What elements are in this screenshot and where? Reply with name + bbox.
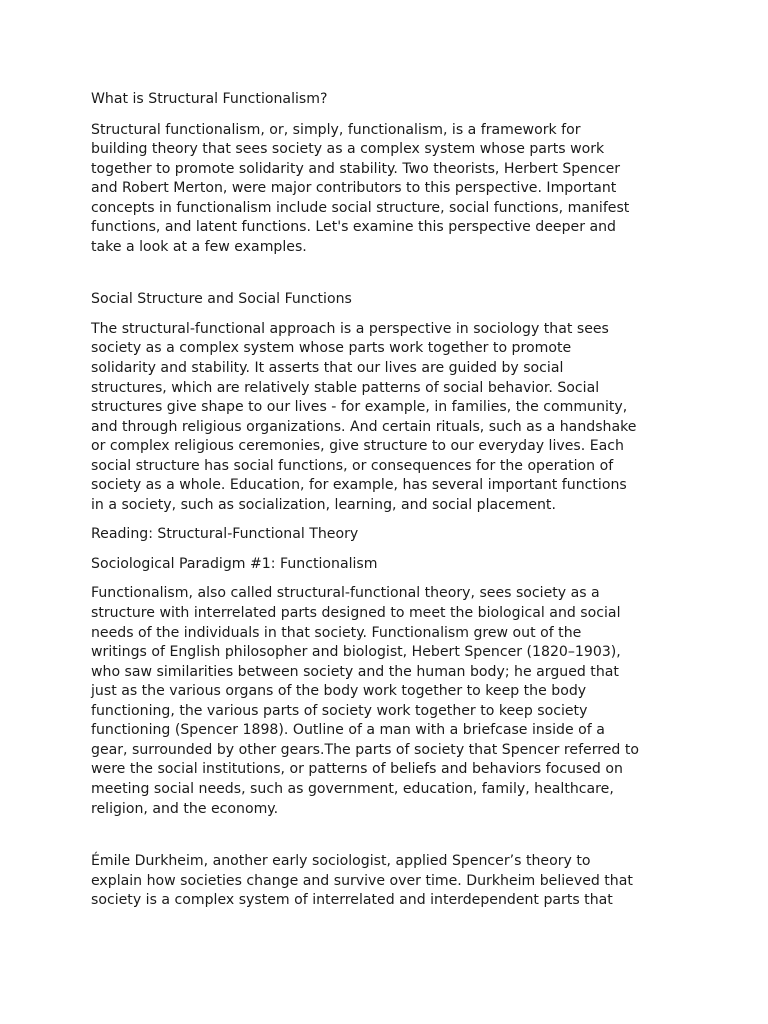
text-line: were the social institutions, or patterns of beliefs and behaviors focused on [91, 761, 623, 778]
text-line: society as a complex system whose parts work together to promote [91, 340, 572, 357]
text-line: structures give shape to our lives - for example, in families, the community, [91, 399, 628, 416]
text-line: together to promote solidarity and stability. Two theorists, Herbert Spencer [91, 160, 621, 177]
text-line: take a look at a few examples. [91, 238, 307, 255]
text-line: and through religious organizations. And certain rituals, such as a handshake [91, 418, 637, 435]
text-line: religion, and the economy. [91, 800, 279, 817]
section-heading-what-is-structural-functionalism: What is Structural Functionalism? [91, 91, 328, 107]
paragraph-durkheim [91, 852, 661, 911]
text-line: in a society, such as socialization, learning, and social placement. [91, 496, 556, 513]
text-line: or complex religious ceremonies, give structure to our everyday lives. Each [91, 438, 624, 455]
text-line: society is a complex system of interrelated and interdependent parts that [91, 892, 613, 909]
reading-heading: Reading: Structural-Functional Theory [91, 526, 359, 543]
paragraph-intro [91, 121, 661, 258]
text-line: society as a whole. Education, for example, has several important functions [91, 477, 627, 494]
text-line: explain how societies change and survive over time. Durkheim believed that [91, 872, 633, 889]
section-heading-sociological-paradigm: Sociological Paradigm #1: Functionalism [91, 555, 378, 572]
text-line: structure with interrelated parts designed to meet the biological and social [91, 605, 621, 622]
paragraph-social-structure [91, 320, 661, 515]
text-line: writings of English philosopher and biologist, Hebert Spencer (1820–1903), [91, 644, 621, 661]
text-line: concepts in functionalism include social structure, social functions, manifest [91, 199, 630, 216]
text-line: gear, surrounded by other gears.The parts of society that Spencer referred to [91, 741, 639, 758]
section-heading-social-structure: Social Structure and Social Functions [91, 291, 352, 308]
text-line: functioning, the various parts of society work together to keep society [91, 702, 588, 719]
text-line: structures, which are relatively stable patterns of social behavior. Social [91, 379, 600, 396]
text-line: Émile Durkheim, another early sociologist, applied Spencer’s theory to [91, 853, 591, 870]
text-line: functioning (Spencer 1898). Outline of a man with a briefcase inside of a [91, 722, 605, 739]
text-line: and Robert Merton, were major contributors to this perspective. Important [91, 180, 617, 197]
text-line: who saw similarities between society and the human body; he argued that [91, 663, 619, 680]
text-line: Structural functionalism, or, simply, functionalism, is a framework for [91, 121, 581, 138]
text-line: solidarity and stability. It asserts that our lives are guided by social [91, 360, 564, 377]
text-line: social structure has social functions, or consequences for the operation of [91, 457, 614, 474]
text-line: The structural-functional approach is a perspective in sociology that sees [91, 320, 609, 337]
text-line: building theory that sees society as a complex system whose parts work [91, 141, 605, 158]
text-line: Functionalism, also called structural-functional theory, sees society as a [91, 585, 600, 602]
text-line: functions, and latent functions. Let's examine this perspective deeper and [91, 219, 617, 236]
text-line: just as the various organs of the body work together to keep the body [91, 683, 587, 700]
document-page [91, 90, 661, 911]
text-line: needs of the individuals in that society. Functionalism grew out of the [91, 624, 582, 641]
text-line: meeting social needs, such as government, education, family, healthcare, [91, 780, 614, 797]
paragraph-functionalism [91, 584, 661, 819]
